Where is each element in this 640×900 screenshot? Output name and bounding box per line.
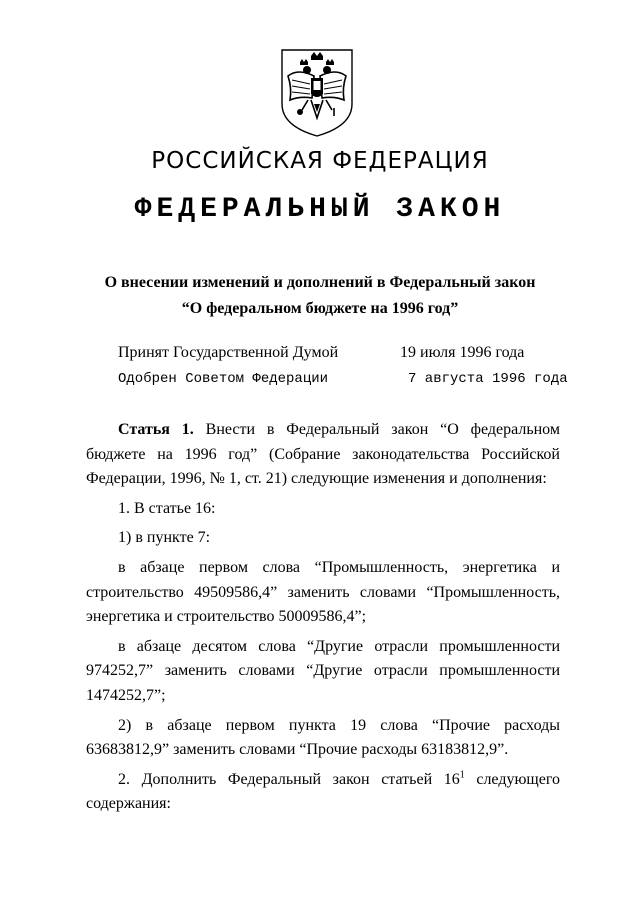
law-title	[0, 270, 640, 322]
article-1-paragraph-b: в абзаце десятом слова “Другие отрасли промышленности 974252,7” заменить словами “Другие отрасли промышленности 1474252,7”;	[86, 637, 560, 704]
article-1-label: Статья 1.	[118, 421, 194, 438]
law-type-heading: ФЕДЕРАЛЬНЫЙ ЗАКОН	[134, 194, 506, 225]
law-title-line-1: О внесении изменений и дополнений в Федеральный закон	[104, 274, 536, 291]
article-1-intro-text: Внести в Федеральный закон “О федеральном бюджете на 1996 год” (Собрание законодательства Российской Федерации, 1996, № 1, ст. 21) следующие изменения и дополнения:	[86, 421, 560, 488]
article-1-paragraph-a: в абзаце первом слова “Промышленность, энергетика и строительство 49509586,4” заменить словами “Промышленность, энергетика и строительство 50009586,4”;	[86, 558, 560, 626]
item-2-text-end: следующего содержания:	[86, 770, 560, 813]
article-1-subitem-2: 2) в абзаце первом пункта 19 слова “Прочие расходы 63683812,9” заменить словами “Прочие расходы 63183812,9”.	[86, 716, 560, 759]
article-1-intro	[86, 418, 560, 492]
coat-of-arms-emblem	[278, 46, 356, 138]
law-title-line-2: “О федеральном бюджете на 1996 год”	[181, 300, 459, 317]
article-1-item-2	[86, 768, 560, 817]
country-name: РОССИЙСКАЯ ФЕДЕРАЦИЯ	[151, 148, 489, 174]
council-label: Одобрен Советом Федерации	[118, 371, 329, 387]
duma-label: Принят Государственной Думой	[118, 344, 339, 361]
duma-date: 19 июля 1996 года	[400, 344, 525, 361]
item-2-text-start: 2. Дополнить Федеральный закон статьей 16	[118, 770, 460, 788]
item-2-superscript: 1	[459, 769, 465, 781]
article-1-item-1: 1. В статье 16:	[118, 499, 216, 517]
council-date: 7 августа 1996 года	[408, 371, 568, 387]
article-1-subitem-1: 1) в пункте 7:	[118, 529, 211, 547]
article-1-body	[86, 418, 560, 817]
